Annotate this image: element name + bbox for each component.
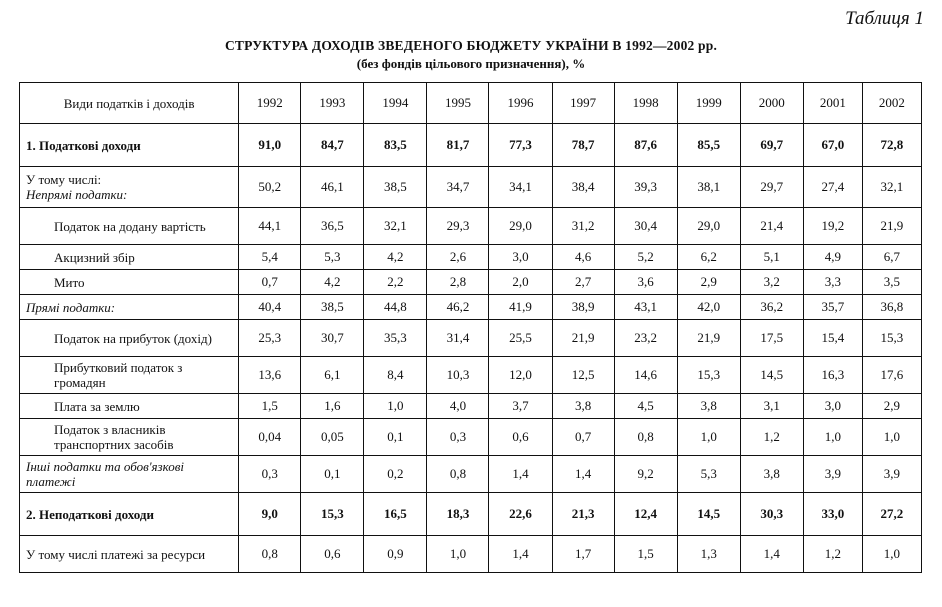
value-cell: 2,6 xyxy=(427,245,489,270)
value-cell: 3,7 xyxy=(489,394,552,419)
value-cell: 31,4 xyxy=(427,320,489,357)
value-cell: 4,0 xyxy=(427,394,489,419)
value-cell: 16,3 xyxy=(803,357,862,394)
value-cell: 5,3 xyxy=(677,456,740,493)
header-year-cell: 2001 xyxy=(803,83,862,124)
table-row xyxy=(20,394,922,419)
value-cell: 9,2 xyxy=(614,456,677,493)
table-row xyxy=(20,270,922,295)
value-cell: 1,4 xyxy=(489,456,552,493)
value-cell: 14,6 xyxy=(614,357,677,394)
header-year-cell: 1997 xyxy=(552,83,614,124)
value-cell: 2,7 xyxy=(552,270,614,295)
value-cell: 0,6 xyxy=(489,419,552,456)
value-cell: 17,5 xyxy=(740,320,803,357)
row-label-cell: Прямі податки: xyxy=(20,295,239,320)
table-row xyxy=(20,208,922,245)
value-cell: 32,1 xyxy=(364,208,427,245)
value-cell: 19,2 xyxy=(803,208,862,245)
table-number-label: Таблиця 1 xyxy=(845,8,924,29)
value-cell: 0,3 xyxy=(239,456,301,493)
value-cell: 34,1 xyxy=(489,167,552,208)
value-cell: 6,1 xyxy=(301,357,364,394)
header-year-cell: 1994 xyxy=(364,83,427,124)
header-year-cell: 1996 xyxy=(489,83,552,124)
value-cell: 36,5 xyxy=(301,208,364,245)
row-label-cell: Плата за землю xyxy=(20,394,239,419)
header-year-cell: 1992 xyxy=(239,83,301,124)
value-cell: 1,0 xyxy=(803,419,862,456)
value-cell: 29,7 xyxy=(740,167,803,208)
value-cell: 0,9 xyxy=(364,536,427,573)
value-cell: 38,9 xyxy=(552,295,614,320)
value-cell: 0,2 xyxy=(364,456,427,493)
value-cell: 35,7 xyxy=(803,295,862,320)
value-cell: 30,3 xyxy=(740,493,803,536)
value-cell: 85,5 xyxy=(677,124,740,167)
table-row xyxy=(20,245,922,270)
value-cell: 4,5 xyxy=(614,394,677,419)
table-row xyxy=(20,124,922,167)
value-cell: 6,2 xyxy=(677,245,740,270)
value-cell: 29,3 xyxy=(427,208,489,245)
value-cell: 5,3 xyxy=(301,245,364,270)
value-cell: 1,3 xyxy=(677,536,740,573)
value-cell: 5,4 xyxy=(239,245,301,270)
value-cell: 0,8 xyxy=(239,536,301,573)
value-cell: 3,6 xyxy=(614,270,677,295)
header-year-cell: 1998 xyxy=(614,83,677,124)
value-cell: 0,1 xyxy=(364,419,427,456)
value-cell: 0,8 xyxy=(427,456,489,493)
value-cell: 15,3 xyxy=(301,493,364,536)
value-cell: 1,2 xyxy=(740,419,803,456)
value-cell: 8,4 xyxy=(364,357,427,394)
value-cell: 18,3 xyxy=(427,493,489,536)
row-label-cell: Прибутковий податок з громадян xyxy=(20,357,239,394)
value-cell: 81,7 xyxy=(427,124,489,167)
header-year-cell: 1995 xyxy=(427,83,489,124)
value-cell: 38,5 xyxy=(301,295,364,320)
value-cell: 2,9 xyxy=(862,394,921,419)
value-cell: 0,8 xyxy=(614,419,677,456)
table-row xyxy=(20,320,922,357)
value-cell: 25,5 xyxy=(489,320,552,357)
row-label-subheading: Непрямі податки: xyxy=(26,187,128,202)
value-cell: 4,2 xyxy=(364,245,427,270)
value-cell: 69,7 xyxy=(740,124,803,167)
value-cell: 1,4 xyxy=(552,456,614,493)
value-cell: 0,05 xyxy=(301,419,364,456)
table-row xyxy=(20,357,922,394)
value-cell: 3,5 xyxy=(862,270,921,295)
header-label-cell: Види податків і доходів xyxy=(20,83,239,124)
value-cell: 5,1 xyxy=(740,245,803,270)
value-cell: 44,8 xyxy=(364,295,427,320)
value-cell: 17,6 xyxy=(862,357,921,394)
value-cell: 1,7 xyxy=(552,536,614,573)
header-year-cell: 1999 xyxy=(677,83,740,124)
value-cell: 36,2 xyxy=(740,295,803,320)
value-cell: 1,0 xyxy=(677,419,740,456)
value-cell: 3,0 xyxy=(489,245,552,270)
value-cell: 3,0 xyxy=(803,394,862,419)
value-cell: 2,9 xyxy=(677,270,740,295)
value-cell: 9,0 xyxy=(239,493,301,536)
row-label-line: У тому числі: xyxy=(26,172,102,187)
header-year-cell: 2000 xyxy=(740,83,803,124)
table-subtitle: (без фондів цільового призначення), % xyxy=(356,56,586,71)
row-label-cell: Податок з власників транспортних засобів xyxy=(20,419,239,456)
value-cell: 16,5 xyxy=(364,493,427,536)
value-cell: 21,9 xyxy=(862,208,921,245)
value-cell: 87,6 xyxy=(614,124,677,167)
budget-revenue-table xyxy=(19,82,922,573)
value-cell: 21,9 xyxy=(552,320,614,357)
value-cell: 38,1 xyxy=(677,167,740,208)
value-cell: 29,0 xyxy=(489,208,552,245)
value-cell: 6,7 xyxy=(862,245,921,270)
value-cell: 21,4 xyxy=(740,208,803,245)
value-cell: 5,2 xyxy=(614,245,677,270)
value-cell: 0,1 xyxy=(301,456,364,493)
value-cell: 1,0 xyxy=(364,394,427,419)
value-cell: 1,0 xyxy=(862,419,921,456)
header-year-cell: 1993 xyxy=(301,83,364,124)
value-cell: 12,4 xyxy=(614,493,677,536)
value-cell: 91,0 xyxy=(239,124,301,167)
row-label-cell: У тому числі платежі за ресурси xyxy=(20,536,239,573)
value-cell: 83,5 xyxy=(364,124,427,167)
value-cell: 23,2 xyxy=(614,320,677,357)
row-label-cell: Податок на додану вартість xyxy=(20,208,239,245)
value-cell: 4,2 xyxy=(301,270,364,295)
value-cell: 4,6 xyxy=(552,245,614,270)
value-cell: 21,3 xyxy=(552,493,614,536)
value-cell: 12,0 xyxy=(489,357,552,394)
row-label-cell: Мито xyxy=(20,270,239,295)
value-cell: 0,04 xyxy=(239,419,301,456)
value-cell: 14,5 xyxy=(677,493,740,536)
row-label-cell: Інші податки та обов'язкові платежі xyxy=(20,456,239,493)
value-cell: 3,8 xyxy=(677,394,740,419)
value-cell: 22,6 xyxy=(489,493,552,536)
header-year-cell: 2002 xyxy=(862,83,921,124)
value-cell: 42,0 xyxy=(677,295,740,320)
value-cell: 12,5 xyxy=(552,357,614,394)
value-cell: 1,0 xyxy=(862,536,921,573)
value-cell: 1,2 xyxy=(803,536,862,573)
value-cell: 32,1 xyxy=(862,167,921,208)
value-cell: 39,3 xyxy=(614,167,677,208)
value-cell: 25,3 xyxy=(239,320,301,357)
value-cell: 3,9 xyxy=(862,456,921,493)
value-cell: 1,4 xyxy=(740,536,803,573)
value-cell: 3,8 xyxy=(552,394,614,419)
value-cell: 31,2 xyxy=(552,208,614,245)
value-cell: 1,5 xyxy=(239,394,301,419)
value-cell: 46,1 xyxy=(301,167,364,208)
value-cell: 41,9 xyxy=(489,295,552,320)
value-cell: 30,4 xyxy=(614,208,677,245)
value-cell: 15,3 xyxy=(677,357,740,394)
value-cell: 33,0 xyxy=(803,493,862,536)
value-cell: 77,3 xyxy=(489,124,552,167)
value-cell: 38,4 xyxy=(552,167,614,208)
value-cell: 35,3 xyxy=(364,320,427,357)
value-cell: 3,3 xyxy=(803,270,862,295)
value-cell: 14,5 xyxy=(740,357,803,394)
value-cell: 2,0 xyxy=(489,270,552,295)
value-cell: 0,7 xyxy=(552,419,614,456)
value-cell: 34,7 xyxy=(427,167,489,208)
table-row xyxy=(20,493,922,536)
value-cell: 84,7 xyxy=(301,124,364,167)
value-cell: 38,5 xyxy=(364,167,427,208)
value-cell: 43,1 xyxy=(614,295,677,320)
table-row xyxy=(20,536,922,573)
value-cell: 46,2 xyxy=(427,295,489,320)
value-cell: 1,5 xyxy=(614,536,677,573)
row-label-cell: Податок на прибуток (дохід) xyxy=(20,320,239,357)
table-header-row xyxy=(20,83,922,124)
table-row xyxy=(20,419,922,456)
value-cell: 0,6 xyxy=(301,536,364,573)
value-cell: 3,8 xyxy=(740,456,803,493)
value-cell: 1,6 xyxy=(301,394,364,419)
table-title: СТРУКТУРА ДОХОДІВ ЗВЕДЕНОГО БЮДЖЕТУ УКРАЇНИ В 1992—2002 рр. xyxy=(224,38,718,53)
value-cell: 72,8 xyxy=(862,124,921,167)
value-cell: 40,4 xyxy=(239,295,301,320)
value-cell: 1,0 xyxy=(427,536,489,573)
value-cell: 78,7 xyxy=(552,124,614,167)
value-cell: 2,2 xyxy=(364,270,427,295)
value-cell: 36,8 xyxy=(862,295,921,320)
value-cell: 27,2 xyxy=(862,493,921,536)
value-cell: 0,7 xyxy=(239,270,301,295)
value-cell: 4,9 xyxy=(803,245,862,270)
table-row xyxy=(20,167,922,208)
value-cell: 15,3 xyxy=(862,320,921,357)
value-cell: 3,1 xyxy=(740,394,803,419)
value-cell: 0,3 xyxy=(427,419,489,456)
value-cell: 67,0 xyxy=(803,124,862,167)
value-cell: 44,1 xyxy=(239,208,301,245)
value-cell: 30,7 xyxy=(301,320,364,357)
row-label-cell: Акцизний збір xyxy=(20,245,239,270)
value-cell: 29,0 xyxy=(677,208,740,245)
row-label-cell xyxy=(20,167,239,208)
value-cell: 21,9 xyxy=(677,320,740,357)
value-cell: 3,9 xyxy=(803,456,862,493)
row-label-cell: 1. Податкові доходи xyxy=(20,124,239,167)
table-row xyxy=(20,295,922,320)
value-cell: 15,4 xyxy=(803,320,862,357)
value-cell: 1,4 xyxy=(489,536,552,573)
table-row xyxy=(20,456,922,493)
value-cell: 3,2 xyxy=(740,270,803,295)
value-cell: 10,3 xyxy=(427,357,489,394)
value-cell: 13,6 xyxy=(239,357,301,394)
value-cell: 2,8 xyxy=(427,270,489,295)
row-label-cell: 2. Неподаткові доходи xyxy=(20,493,239,536)
value-cell: 50,2 xyxy=(239,167,301,208)
value-cell: 27,4 xyxy=(803,167,862,208)
